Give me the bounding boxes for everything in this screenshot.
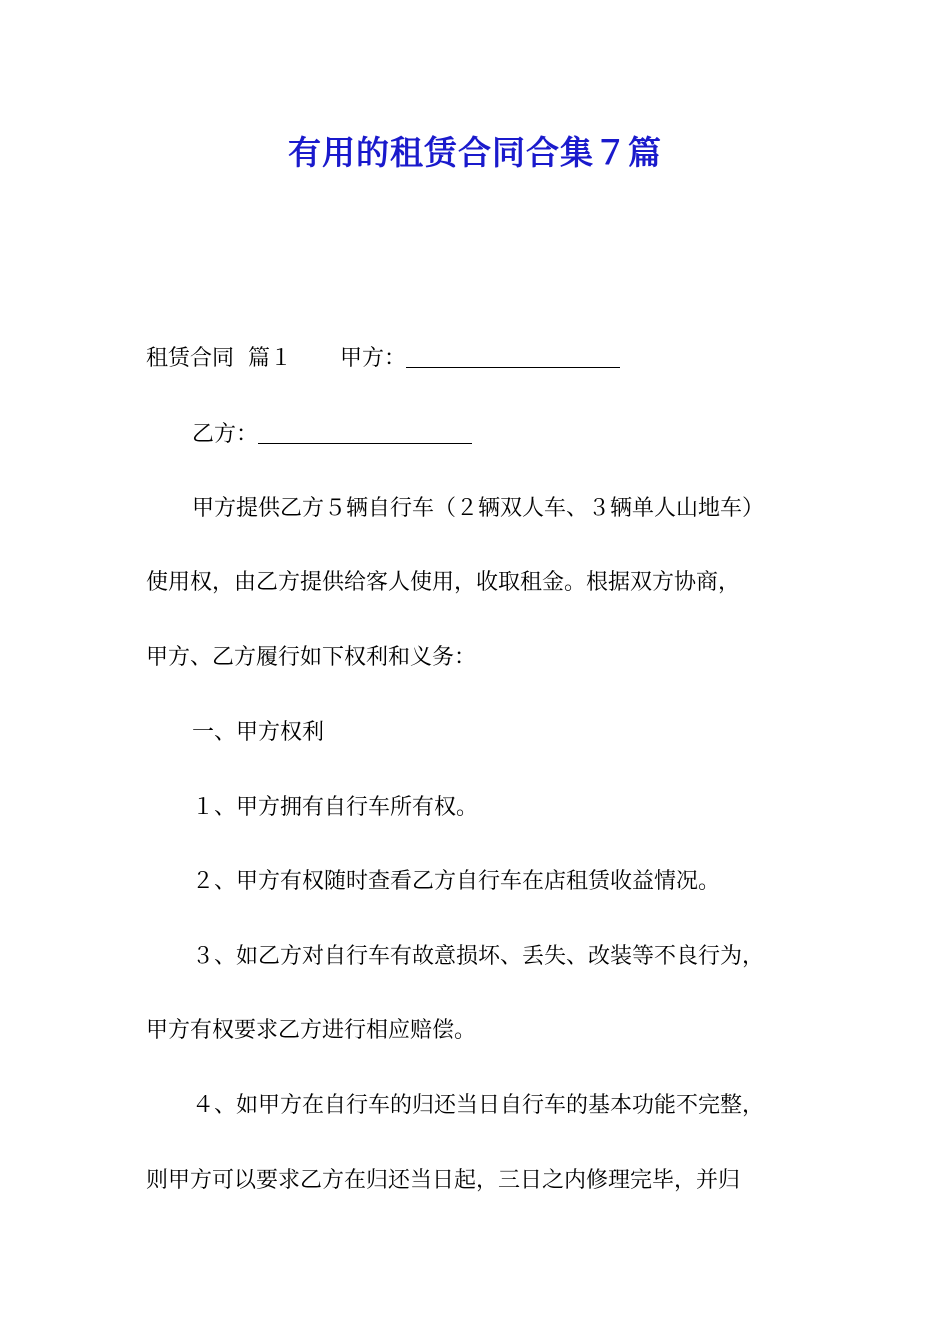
section-number: 篇１	[248, 346, 293, 371]
paragraph-line: 甲方有权要求乙方进行相应赔偿。	[146, 1018, 477, 1043]
section-label: 租赁合同	[146, 346, 235, 371]
party-a-label: 甲方：	[340, 346, 407, 371]
paragraph-line: 甲方提供乙方５辆自行车（２辆双人车、３辆单人山地车）	[192, 496, 765, 521]
paragraph-line: 则甲方可以要求乙方在归还当日起，三日之内修理完毕，并归	[146, 1168, 741, 1193]
header-line	[146, 344, 620, 374]
paragraph-line: 使用权，由乙方提供给客人使用，收取租金。根据双方协商，	[146, 570, 741, 595]
list-item: ２、甲方有权随时查看乙方自行车在店租赁收益情况。	[192, 869, 721, 894]
party-b-line	[192, 420, 472, 450]
document-title: 有用的租赁合同合集７篇	[288, 133, 662, 172]
list-item: ４、如甲方在自行车的归还当日自行车的基本功能不完整，	[192, 1093, 765, 1118]
party-a-blank-field	[406, 345, 620, 368]
list-item: ３、如乙方对自行车有故意损坏、丢失、改装等不良行为，	[192, 944, 765, 969]
party-b-label: 乙方：	[192, 422, 259, 447]
paragraph-line: 甲方、乙方履行如下权利和义务：	[146, 645, 477, 670]
section-heading: 一、甲方权利	[192, 720, 325, 745]
party-b-blank-field	[258, 421, 472, 444]
list-item: １、甲方拥有自行车所有权。	[192, 795, 479, 820]
